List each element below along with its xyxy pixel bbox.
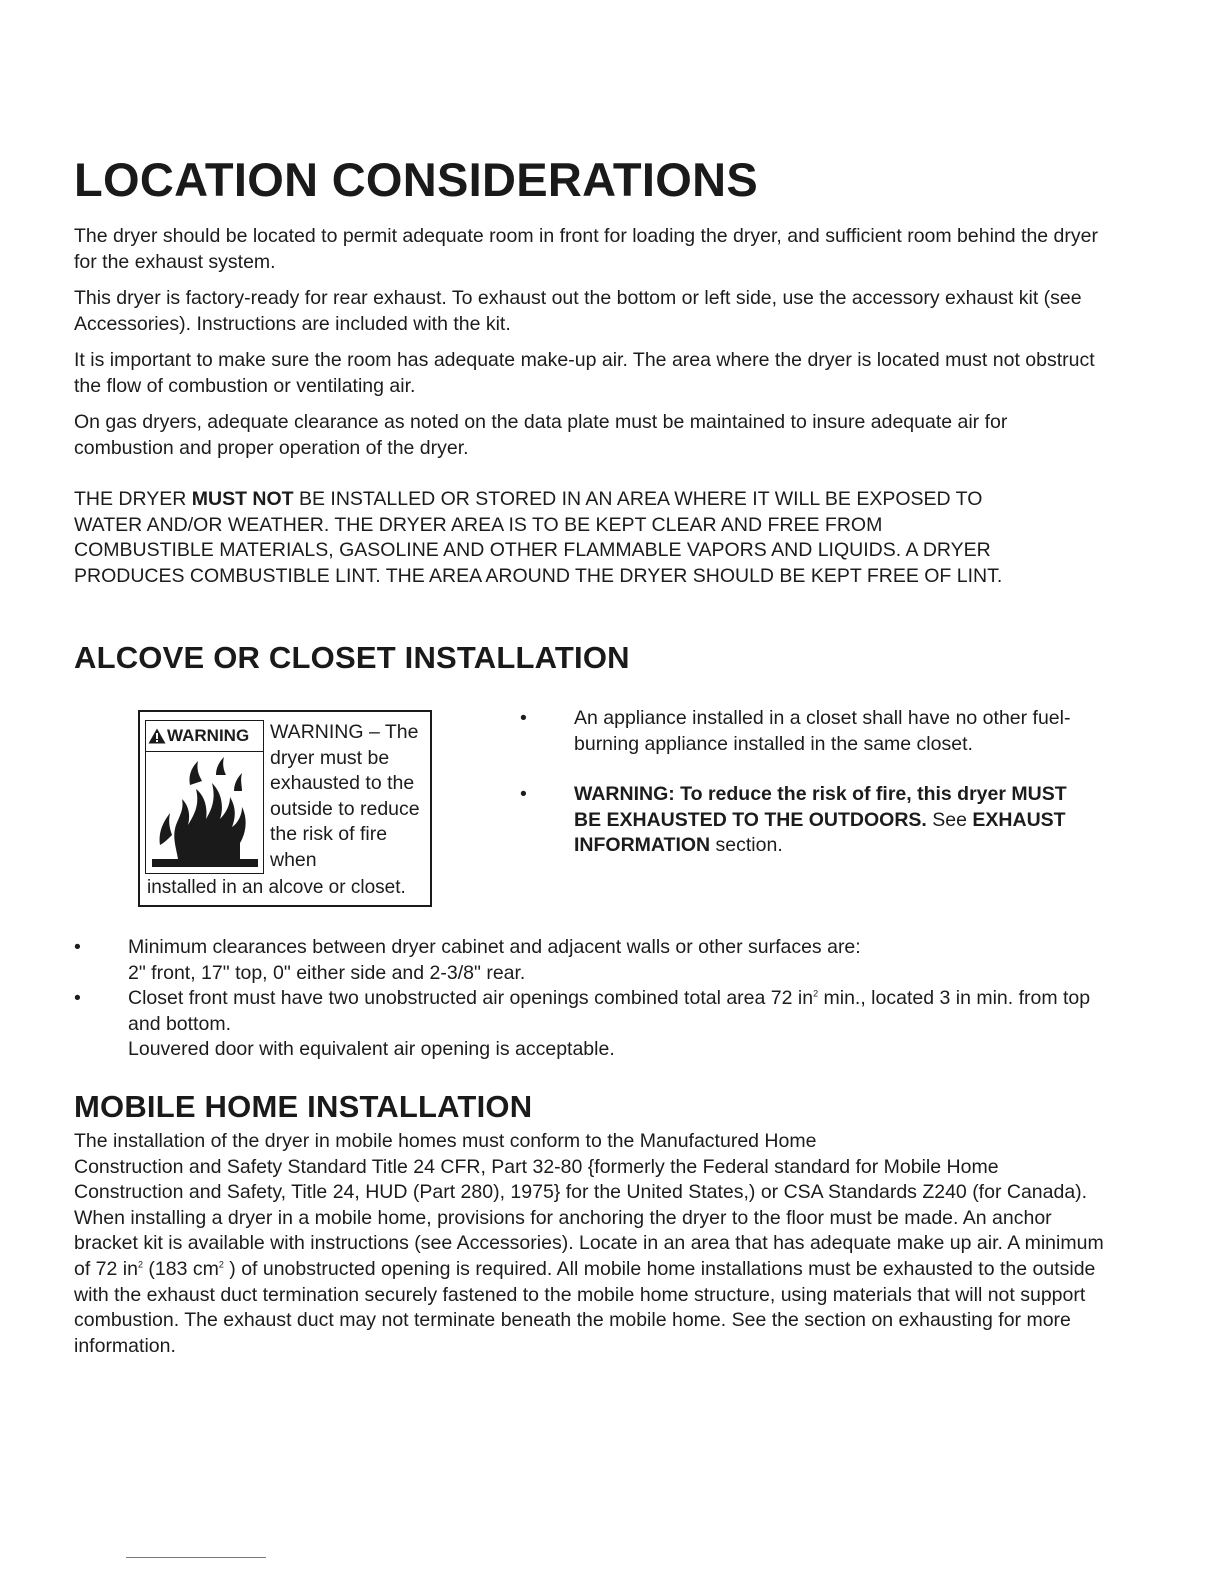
alcove-side-list (520, 706, 1080, 884)
warning-box (138, 710, 432, 907)
warning-label-text: WARNING (167, 726, 250, 745)
caps-warning-bold: MUST NOT (191, 488, 294, 510)
intro-paragraph: This dryer is factory-ready for rear exhaust. To exhaust out the bottom or left side, use the accessory exhaust kit (see Accessories). Instructions are included with the kit. (74, 287, 1082, 335)
caps-warning-post: BE INSTALLED OR STORED IN AN AREA WHERE IT WILL BE EXPOSED TO WATER AND/OR WEATHER. THE DRYER AREA IS TO BE KEPT CLEAR AND FREE FROM COMBUSTIBLE MATERIALS, GASOLINE AND OTHER FLAMMABLE VAPORS AND LIQUIDS. A DRYER PRODUCES COMBUSTIBLE LINT. THE AREA AROUND THE DRYER SHOULD BE KEPT FREE OF LINT. (74, 488, 1003, 587)
list-item (520, 706, 1080, 757)
warning-box-text: WARNING – The dryer must be exhausted to the outside to reduce the risk of fire when (270, 721, 420, 871)
list-item (74, 986, 1104, 1063)
mobile-heading: MOBILE HOME INSTALLATION (74, 1089, 533, 1124)
fire-hazard-icon (150, 755, 258, 869)
mobile-text-part: ) of unobstructed opening is required. All mobile home installations must be exhausted to the outside with the exhaust duct termination securely fastened to the mobile home structure, using materials that will not support combustion. The exhaust duct may not terminate beneath the mobile home. See the section on exhausting for more information. (74, 1257, 1096, 1357)
warning-box-bottom-text: installed in an alcove or closet. (147, 877, 406, 898)
list-item (520, 782, 1080, 859)
mobile-text-part: Construction and Safety Standard Title 24 CFR, Part 32-80 {formerly the Federal standard for Mobile Home Construction and Safety, Title 24, HUD (Part 280), 1975} for the United States,) or CSA Standards Z240 (for Canada). When installing a dryer in a mobile home, provisions for anchoring the dryer to the floor must be made. An anchor bracket kit is available with instructions (see Accessories). Locate in an area that has adequate make up air. A minimum of 72 in (74, 1155, 1104, 1280)
footer-divider (126, 1557, 266, 1558)
warning-symbol-panel (145, 720, 264, 874)
bullet: • (520, 707, 527, 729)
caps-warning-pre: THE DRYER (74, 488, 192, 510)
superscript: 2 (813, 988, 819, 999)
list-item-text: An appliance installed in a closet shall have no other fuel-burning appliance installed in the same closet. (574, 707, 1071, 755)
bullet: • (74, 987, 81, 1009)
mobile-text-part: (183 cm (142, 1257, 219, 1280)
exhaust-warning-bold: WARNING: To reduce the risk of fire, this dryer MUST BE EXHAUSTED TO THE OUTDOORS. (574, 783, 1067, 831)
closet-openings-post: min., located 3 in min. from top and bottom. (128, 987, 1091, 1035)
closet-openings-text (128, 986, 1104, 1037)
warning-label (146, 721, 263, 752)
louvered-door-text: Louvered door with equivalent air opening is acceptable. (128, 1038, 615, 1060)
page-title: LOCATION CONSIDERATIONS (74, 153, 759, 206)
closet-openings-pre: Closet front must have two unobstructed air openings combined total area 72 in (128, 987, 814, 1009)
exhaust-warning-see: See (926, 808, 973, 831)
superscript: 2 (137, 1259, 143, 1270)
superscript: 2 (218, 1259, 224, 1270)
clearance-line: Minimum clearances between dryer cabinet and adjacent walls or other surfaces are: (128, 936, 861, 958)
intro-paragraph: On gas dryers, adequate clearance as noted on the data plate must be maintained to insure adequate air for combustion and proper operation of the dryer. (74, 411, 1008, 459)
exhaust-information-ref: EXHAUST INFORMATION (574, 808, 1066, 856)
bullet: • (74, 936, 81, 958)
mobile-paragraph (74, 1155, 1104, 1360)
intro-section (74, 224, 1104, 472)
mobile-paragraph-first-line: The installation of the dryer in mobile homes must conform to the Manufactured Home (74, 1130, 817, 1152)
intro-paragraph: The dryer should be located to permit adequate room in front for loading the dryer, and sufficient room behind the dryer for the exhaust system. (74, 225, 1098, 273)
warning-triangle-icon (148, 728, 166, 744)
caps-warning-paragraph (74, 487, 1014, 589)
clearance-values: 2" front, 17" top, 0" either side and 2-3/8" rear. (128, 961, 526, 984)
mobile-section (74, 1129, 1104, 1359)
exhaust-warning-end: section. (710, 834, 783, 856)
list-item (74, 935, 1104, 986)
clearance-list (74, 935, 1104, 1063)
alcove-heading: ALCOVE OR CLOSET INSTALLATION (74, 640, 630, 675)
intro-paragraph: It is important to make sure the room has adequate make-up air. The area where the dryer is located must not obstruct the flow of combustion or ventilating air. (74, 349, 1095, 397)
bullet: • (520, 783, 527, 805)
